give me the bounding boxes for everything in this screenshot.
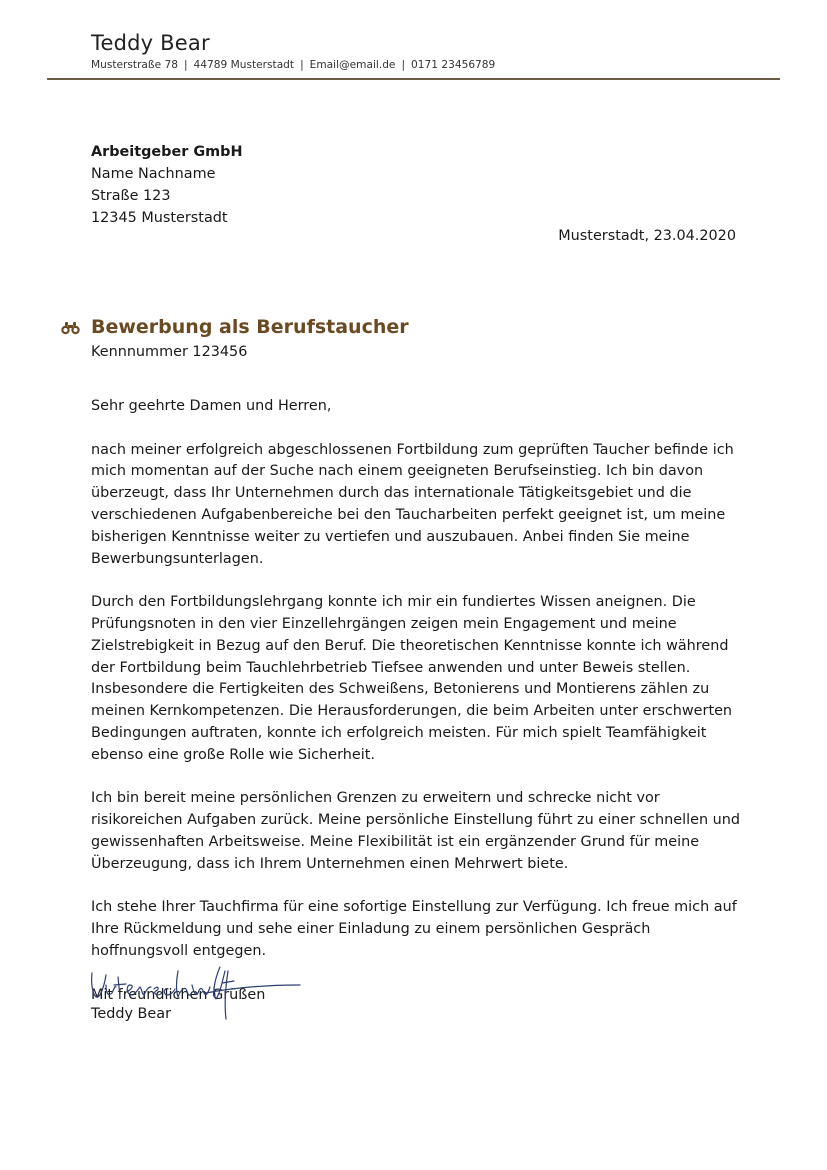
- signer-name: Teddy Bear: [91, 1006, 172, 1022]
- sender-name: Teddy Bear: [91, 31, 210, 55]
- separator: |: [401, 59, 406, 71]
- paragraph: nach meiner erfolgreich abgeschlossenen Fortbildung zum geprüften Taucher befinde ich mich momentan auf der Suche nach einem geeigneten Berufseinstieg. Ich bin davon überzeugt, dass Ihr Unternehmen durch das internationale Tätigkeitsgebiet und die verschiedenen Aufgabenbereiche bei den Taucharbeiten perfekt geeignet ist, um meine bisherigen Kenntnisse weiter zu vertiefen und auszubauen. Anbei finden Sie meine Bewerbungsunterlagen.: [91, 441, 734, 567]
- binoculars-icon: [61, 321, 80, 335]
- separator: |: [300, 59, 304, 71]
- sender-street: Musterstraße 78: [91, 59, 178, 71]
- salutation: Sehr geehrte Damen und Herren,: [91, 398, 332, 414]
- header-divider: [47, 78, 780, 80]
- recipient-company: Arbeitgeber GmbH: [91, 144, 243, 160]
- letter-body: [91, 396, 751, 1028]
- recipient-contact: Name Nachname: [91, 166, 216, 182]
- recipient-city: 12345 Musterstadt: [91, 210, 228, 226]
- paragraph: Durch den Fortbildungslehrgang konnte ich mir ein fundiertes Wissen aneignen. Die Prüfungsnoten in den vier Einzellehrgängen zeigen mein Engagement und meine Zielstrebigkeit in Bezug auf den Beruf. Die theoretischen Kenntnisse konnte ich während der Fortbildung beim Tauchlehrbetrieb Tiefsee anwenden und unter Beweis stellen. Insbesondere die Fertigkeiten des Schweißens, Betonierens und Montierens zählen zu meinen Kernkompetenzen. Die Herausforderungen, die beim Arbeiten unter erschwerten Bedingungen auftraten, konnte ich erfolgreich meisten. Für mich spielt Teamfähigkeit ebenso eine große Rolle wie Sicherheit.: [91, 594, 733, 763]
- sender-email: Email@email.de: [309, 59, 396, 71]
- sender-contact-line: [91, 59, 495, 71]
- subject-reference: Kennnummer 123456: [91, 344, 248, 360]
- separator: |: [183, 59, 188, 71]
- sender-city: 44789 Musterstadt: [193, 59, 295, 71]
- closing: Mit freundlichen Grüßen: [91, 986, 266, 1003]
- recipient-address: [91, 141, 243, 229]
- letter-date: Musterstadt, 23.04.2020: [558, 228, 736, 244]
- paragraph: Ich stehe Ihrer Tauchfirma für eine sofortige Einstellung zur Verfügung. Ich freue mich auf Ihre Rückmeldung und sehe einer Einladung zu einem persönlichen Gespräch hoffnungsvoll entgegen.: [91, 899, 737, 959]
- sender-phone: 0171 23456789: [411, 59, 496, 71]
- subject-title: Bewerbung als Berufstaucher: [91, 316, 409, 338]
- paragraph: Ich bin bereit meine persönlichen Grenzen zu erweitern und schrecke nicht vor risikoreichen Aufgaben zurück. Meine persönliche Einstellung führt zu einer schnellen und gewissenhaften Arbeitsweise. Meine Flexibilität ist ein ergänzender Grund für meine Überzeugung, dass ich Ihrem Unternehmen einen Mehrwert biete.: [91, 790, 741, 872]
- recipient-street: Straße 123: [91, 188, 171, 204]
